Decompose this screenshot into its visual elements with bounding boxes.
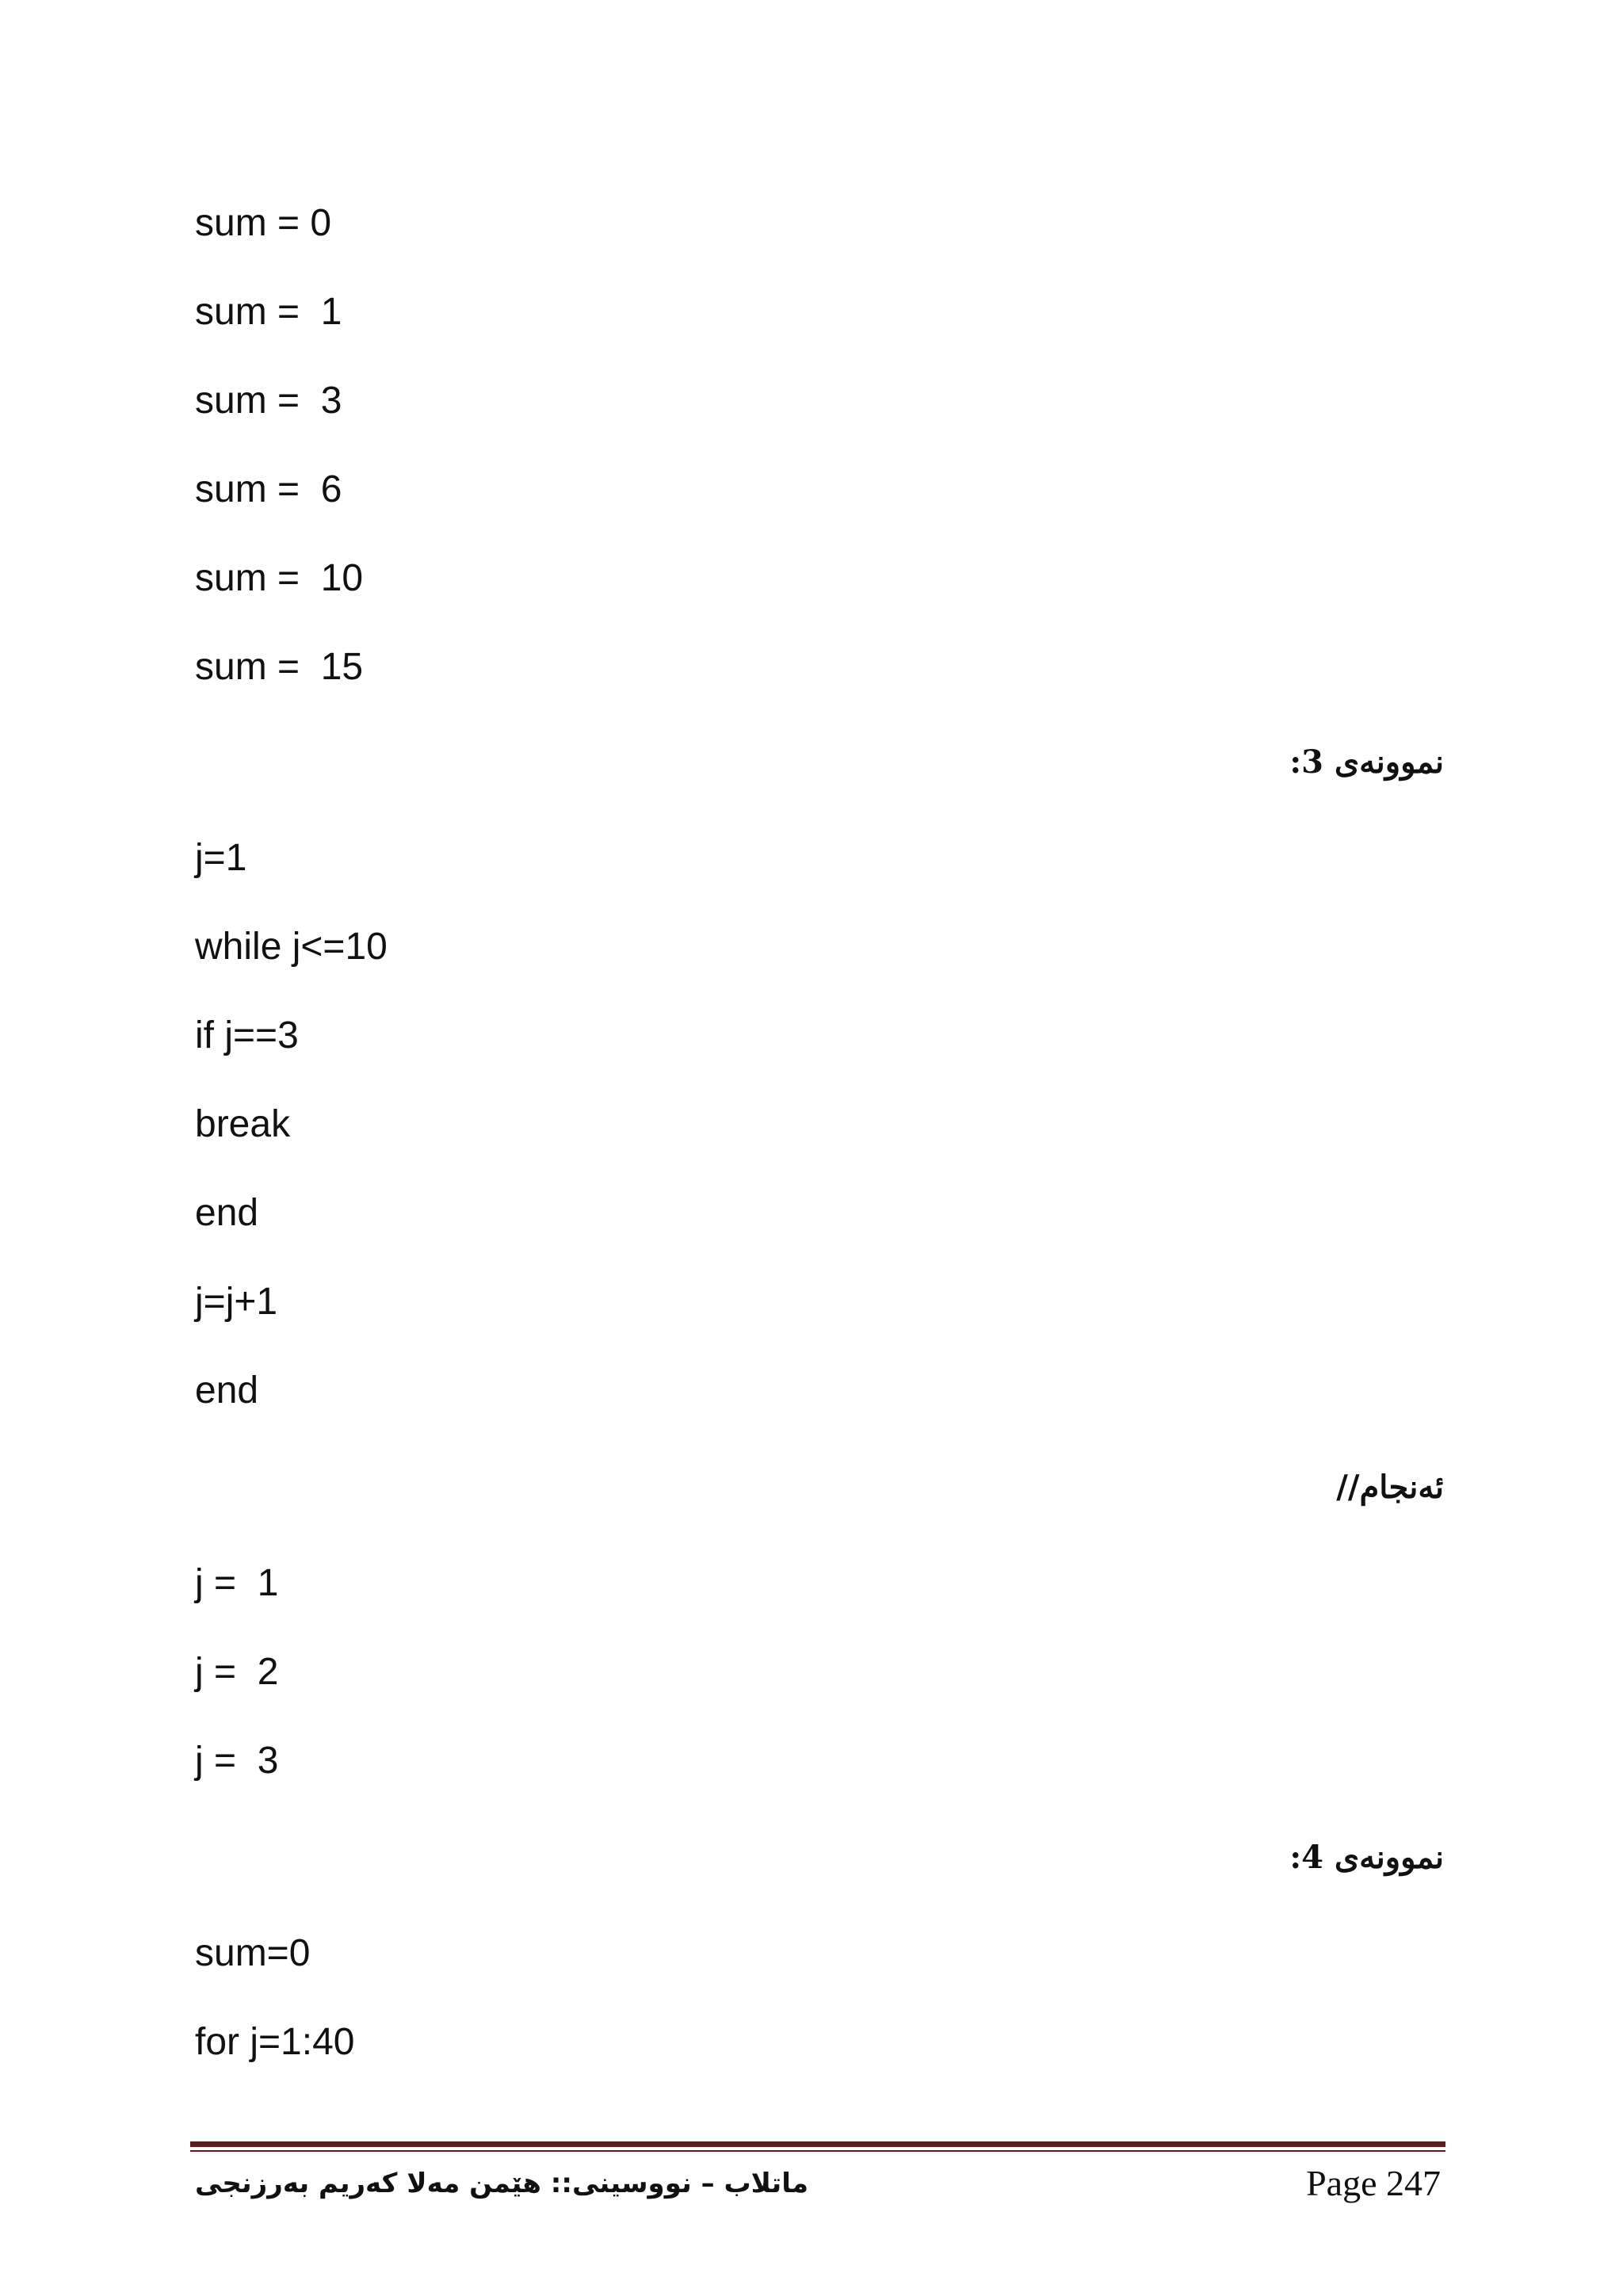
code-line: sum = 15 (195, 646, 364, 688)
footer-author: ماتلاب – نووسینی:: هێمن مەلا کەریم بەرزنجی (195, 2168, 809, 2199)
example-4-heading: نموونەی 4: (1289, 1839, 1444, 1876)
code-line: sum = 6 (195, 468, 342, 510)
code-line: j = 1 (195, 1562, 279, 1604)
footer-rule-thin (190, 2150, 1445, 2152)
code-line: sum = 0 (195, 202, 332, 244)
code-line: break (195, 1103, 291, 1145)
code-line: for j=1:40 (195, 2021, 355, 2063)
result-heading: ئەنجام// (1336, 1469, 1444, 1506)
code-line: sum = 1 (195, 291, 342, 333)
code-line: j = 3 (195, 1740, 279, 1782)
code-line: j = 2 (195, 1651, 279, 1693)
code-line: sum = 10 (195, 557, 364, 599)
footer-rule-thick (190, 2141, 1445, 2147)
code-line: sum = 3 (195, 380, 342, 422)
code-line: j=1 (195, 837, 247, 879)
code-line: if j==3 (195, 1014, 299, 1056)
code-line: end (195, 1192, 259, 1234)
page-number: Page 247 (1306, 2163, 1441, 2203)
example-3-heading: نموونەی 3: (1289, 743, 1444, 781)
code-line: sum=0 (195, 1932, 311, 1974)
code-line: j=j+1 (195, 1281, 278, 1323)
code-line: while j<=10 (195, 926, 388, 968)
code-line: end (195, 1370, 259, 1412)
